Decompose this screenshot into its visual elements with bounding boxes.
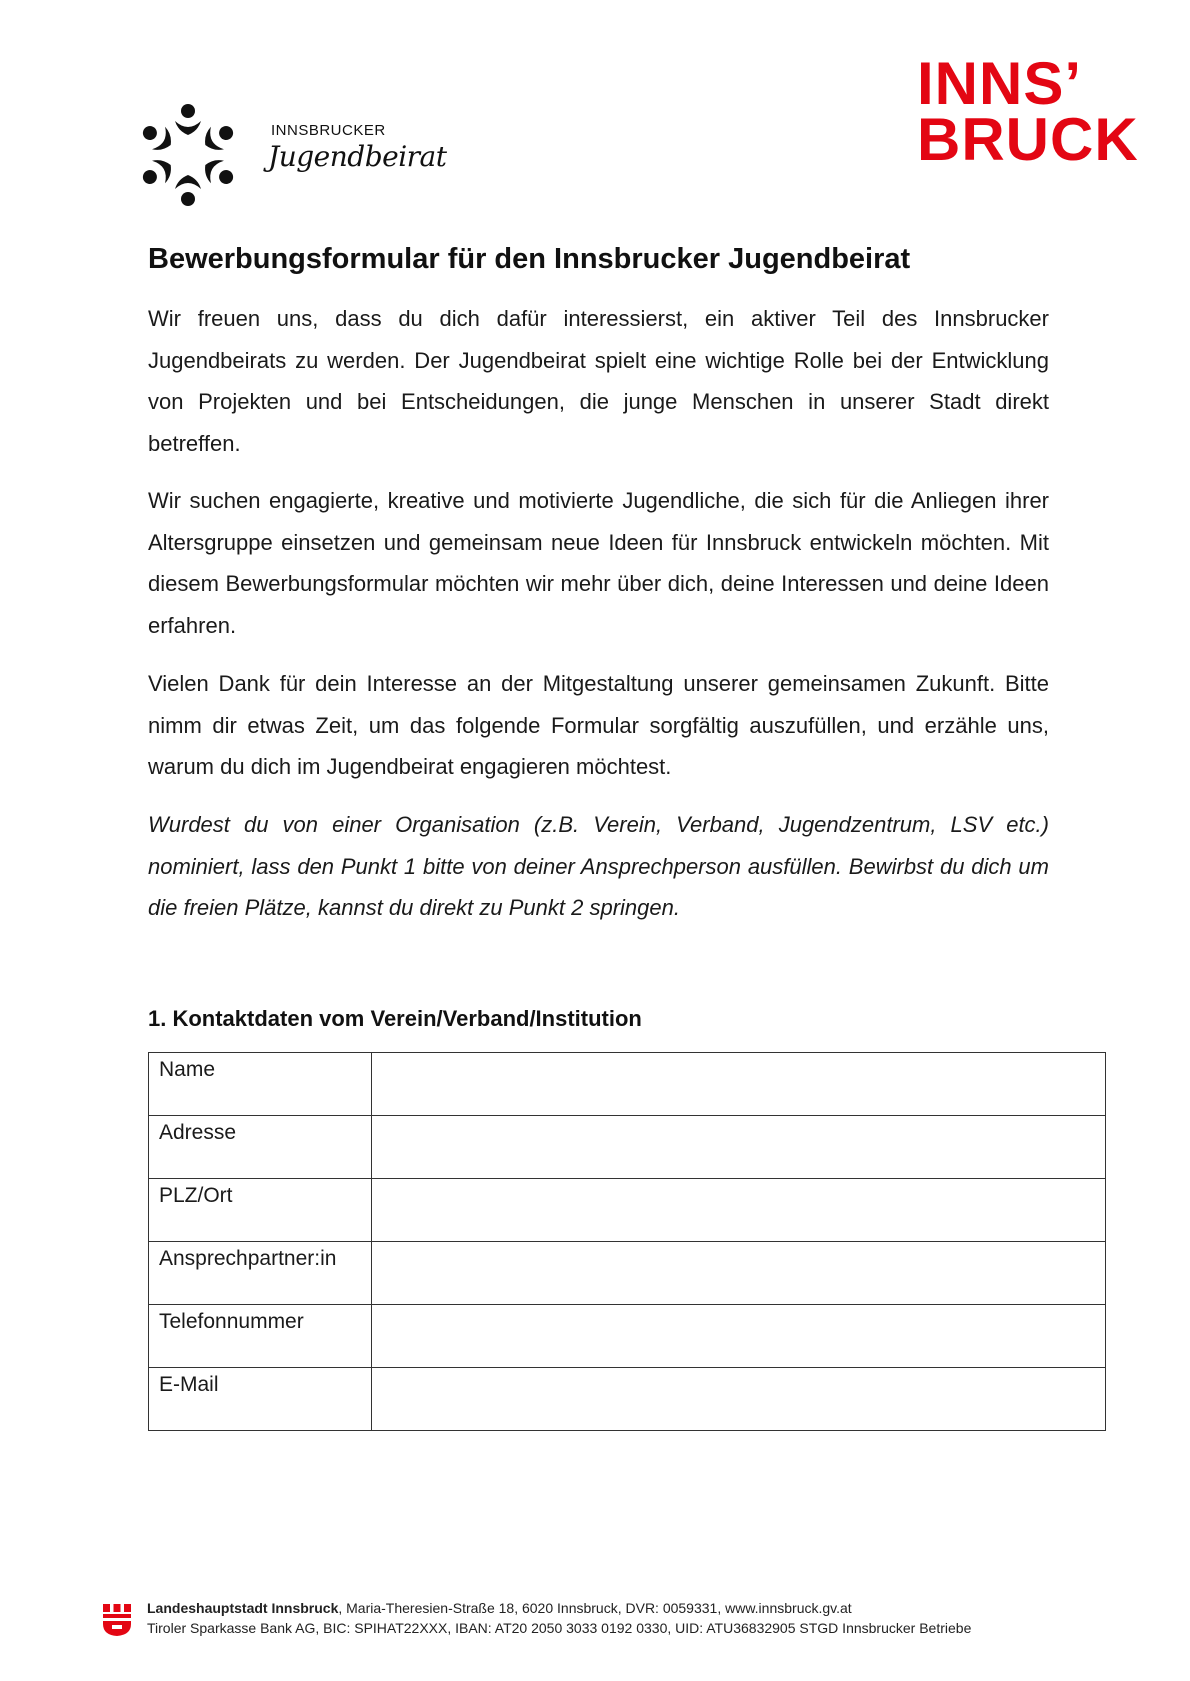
city-logo-line1: INNS’ [917,50,1083,117]
table-row [149,1053,1106,1116]
adresse-field[interactable] [372,1116,1106,1179]
section-1-heading: 1. Kontaktdaten vom Verein/Verband/Institution [148,1006,642,1031]
jugendbeirat-logo [140,100,447,210]
table-row [149,1116,1106,1179]
footer-line-1 [147,1600,852,1616]
people-circle-icon [140,100,236,210]
table-row [149,1242,1106,1305]
page-title: Bewerbungsformular für den Innsbrucker Jugendbeirat [148,243,911,275]
innsbruck-city-logo [917,50,1139,173]
ansprechpartner-field[interactable] [372,1242,1106,1305]
email-field[interactable] [372,1368,1106,1431]
field-label-plz-ort: PLZ/Ort [149,1179,372,1242]
nomination-note: Wurdest du von einer Organisation (z.B. Verein, Verband, Jugendzentrum, LSV etc.) nominiert, lass den Punkt 1 bitte von deiner Ansprechperson ausfüllen. Bewirbst du dich um die freien Plätze, kannst du direkt zu Punkt 2 springen. [148,812,1049,920]
table-row [149,1179,1106,1242]
logo-line-innsbrucker: INNSBRUCKER [271,122,386,139]
innsbruck-crest-icon [103,1602,131,1636]
logo-line-jugendbeirat: Jugendbeirat [268,140,447,173]
field-label-telefonnummer: Telefonnummer [149,1305,372,1368]
plz-ort-field[interactable] [372,1179,1106,1242]
field-label-ansprechpartner: Ansprechpartner:in [149,1242,372,1305]
field-label-email: E-Mail [149,1368,372,1431]
intro-paragraph-3: Vielen Dank für dein Interesse an der Mitgestaltung unserer gemeinsamen Zukunft. Bitte nimm dir etwas Zeit, um das folgende Formular sorgfältig auszufüllen, und erzähle uns, warum du dich im Jugendbeirat engagieren möchtest. [148,671,1049,779]
telefonnummer-field[interactable] [372,1305,1106,1368]
intro-paragraph-1: Wir freuen uns, dass du dich dafür interessierst, ein aktiver Teil des Innsbrucker Jugendbeirats zu werden. Der Jugendbeirat spielt eine wichtige Rolle bei der Entwicklung von Projekten und bei Entscheidungen, die junge Menschen in unserer Stadt direkt betreffen. [148,306,1049,456]
footer-city-name: Landeshauptstadt Innsbruck [147,1600,339,1616]
table-row [149,1305,1106,1368]
name-field[interactable] [372,1053,1106,1116]
field-label-adresse: Adresse [149,1116,372,1179]
contact-form-table [148,1052,1106,1431]
field-label-name: Name [149,1053,372,1116]
intro-paragraph-2: Wir suchen engagierte, kreative und motivierte Jugendliche, die sich für die Anliegen ihrer Altersgruppe einsetzen und gemeinsam neue Ideen für Innsbruck entwickeln möchten. Mit diesem Bewerbungsformular möchten wir mehr über dich, deine Interessen und deine Ideen erfahren. [148,488,1049,638]
table-row [149,1368,1106,1431]
footer-address: , Maria-Theresien-Straße 18, 6020 Innsbruck, DVR: 0059331, www.innsbruck.gv.at [338,1600,852,1616]
city-logo-line2: BRUCK [917,106,1139,173]
footer-bank-details: Tiroler Sparkasse Bank AG, BIC: SPIHAT22XXX, IBAN: AT20 2050 3033 0192 0330, UID: ATU36832905 STGD Innsbrucker Betriebe [147,1620,972,1636]
